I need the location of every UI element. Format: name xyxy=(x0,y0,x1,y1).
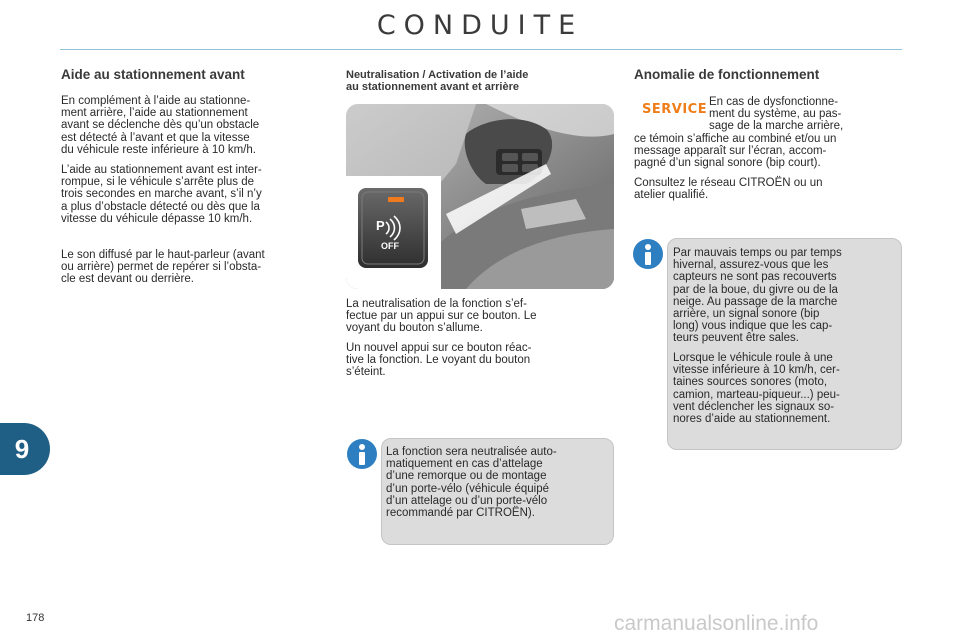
text-line: recommandé par CITROËN). xyxy=(386,507,535,520)
text-line: Consultez le réseau CITROËN ou un xyxy=(634,177,823,189)
info-text-weather-1 xyxy=(673,247,894,345)
text-line: arrière, un signal sonore (bip xyxy=(673,308,820,321)
text-line: tive la fonction. Le voyant du bouton xyxy=(346,354,531,367)
text-line: Un nouvel appui sur ce bouton réac- xyxy=(346,342,532,354)
text-line: message apparaît sur l’écran, accom- xyxy=(634,144,827,157)
text-line: rompue, si le véhicule s’arrête plus de xyxy=(61,176,255,189)
text-line: camion, marteau-piqueur...) peu- xyxy=(673,388,840,401)
section-heading-neutralisation xyxy=(346,69,528,93)
text-line: neige. Au passage de la marche xyxy=(673,295,838,308)
info-text-trailer xyxy=(386,446,606,519)
text-line: d’un porte-vélo (véhicule équipé xyxy=(386,482,550,495)
text-line: Neutralisation / Activation de l’aide xyxy=(346,69,529,81)
text-line: pagné d’un signal sonore (bip court). xyxy=(634,157,821,169)
text-line: teurs peuvent être sales. xyxy=(673,332,799,345)
text-line: Le son diffusé par le haut-parleur (avant xyxy=(61,249,265,261)
text-line: hivernal, assurez-vous que les xyxy=(673,259,829,272)
text-line: ou arrière) permet de repérer si l’obsta- xyxy=(61,261,262,274)
paragraph-malfunction-1b xyxy=(634,133,899,170)
text-line: d’une remorque ou de montage xyxy=(386,470,547,483)
text-line: En complément à l’aide au stationne- xyxy=(61,95,251,107)
text-line: matiquement en cas d’attelage xyxy=(386,458,543,471)
text-line: vitesse du véhicule dépasse 10 km/h. xyxy=(61,212,253,225)
dashboard-button-photo xyxy=(346,104,614,289)
text-line: d’un attelage ou d’un porte-vélo xyxy=(386,494,548,507)
text-line: s’éteint. xyxy=(346,366,386,379)
text-line: ment arrière, l’aide au stationnement xyxy=(61,107,248,120)
text-line: Par mauvais temps ou par temps xyxy=(673,247,842,259)
page-number: 178 xyxy=(26,612,45,624)
text-line: cle est devant ou derrière. xyxy=(61,273,194,286)
text-line: atelier qualifié. xyxy=(634,189,709,202)
text-line: nores d’aide au stationnement. xyxy=(673,413,831,426)
section-heading-front-parking: Aide au stationnement avant xyxy=(61,67,245,82)
text-line: ment du système, au pas- xyxy=(709,108,842,121)
off-button-label: OFF xyxy=(381,241,399,251)
text-line: En cas de dysfonctionne- xyxy=(709,96,839,108)
text-line: du véhicule reste inférieure à 10 km/h. xyxy=(61,143,256,156)
text-line: long) vous indique que les cap- xyxy=(673,320,833,333)
text-line: sage de la marche arrière, xyxy=(709,120,844,133)
text-line: avant se déclenche dès qu’un obstacle xyxy=(61,119,260,132)
paragraph-malfunction-1a xyxy=(709,96,899,133)
text-line: La neutralisation de la fonction s’ef- xyxy=(346,298,527,310)
svg-text:P: P xyxy=(376,218,385,233)
text-line: ce témoin s’affiche au combiné et/ou un xyxy=(634,132,837,145)
dashboard-illustration xyxy=(346,104,614,289)
text-line: L’aide au stationnement avant est inter- xyxy=(61,164,262,176)
text-line: Lorsque le véhicule roule à une xyxy=(673,352,833,364)
text-line: voyant du bouton s’allume. xyxy=(346,322,483,335)
info-icon xyxy=(633,239,663,269)
text-line: fectue par un appui sur ce bouton. Le xyxy=(346,310,537,323)
text-line: capteurs ne sont pas recouverts xyxy=(673,271,837,284)
paragraph-malfunction-2 xyxy=(634,177,899,201)
paragraph-neutralisation-1 xyxy=(346,298,613,335)
text-line: est détecté à l’avant et que la vitesse xyxy=(61,131,250,144)
info-text-weather-2 xyxy=(673,352,894,425)
title-divider xyxy=(60,49,902,50)
paragraph-neutralisation-2 xyxy=(346,342,613,379)
service-warning-icon: SERVICE xyxy=(642,102,708,117)
text-line: a plus d’obstacle détecté ou dès que la xyxy=(61,200,260,213)
text-line: trois secondes en marche avant, s’il n’y xyxy=(61,188,262,201)
section-heading-malfunction: Anomalie de fonctionnement xyxy=(634,67,820,82)
chapter-number: 9 xyxy=(14,434,30,464)
paragraph-front-parking-2 xyxy=(61,164,325,225)
info-icon xyxy=(347,439,377,469)
watermark: carmanualsonline.info xyxy=(614,612,819,635)
text-line: au stationnement avant et arrière xyxy=(346,81,520,93)
page-title: CONDUITE xyxy=(376,10,584,41)
text-line: taines sources sonores (moto, xyxy=(673,376,828,389)
paragraph-front-parking-3 xyxy=(61,249,325,286)
text-line: vent déclencher les signaux so- xyxy=(673,400,835,413)
text-line: vitesse inférieure à 10 km/h, cer- xyxy=(673,364,840,377)
paragraph-front-parking-1 xyxy=(61,95,325,156)
text-line: La fonction sera neutralisée auto- xyxy=(386,446,557,458)
text-line: par de la boue, du givre ou de la xyxy=(673,283,838,296)
